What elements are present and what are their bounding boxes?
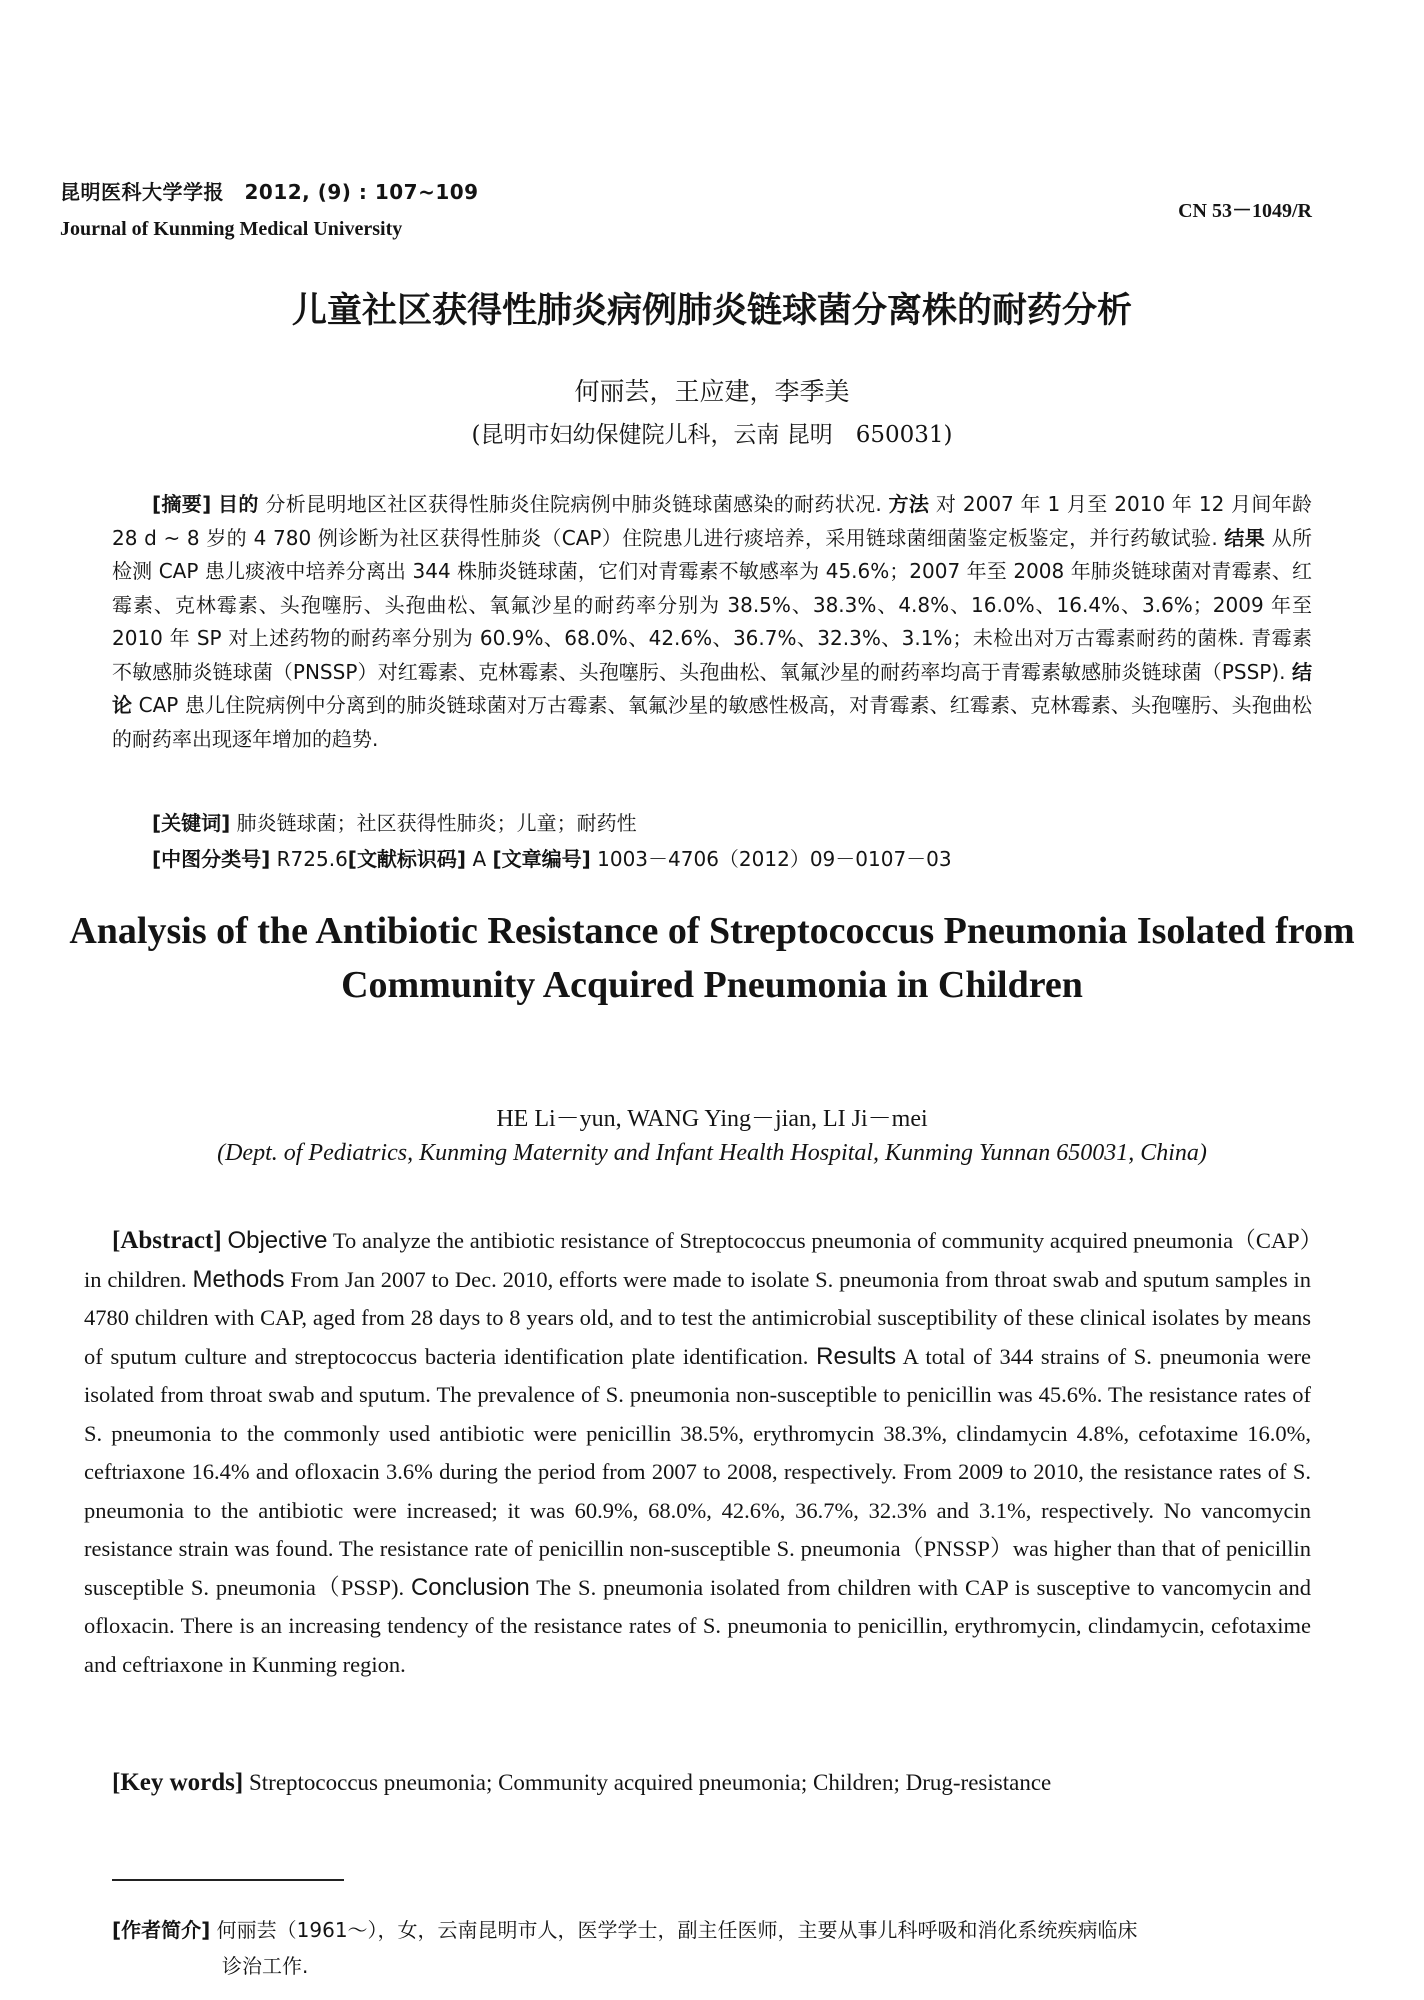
- cn-code: CN 53－1049/R: [1178, 200, 1312, 222]
- footnote-text-continued: 诊治工作.: [222, 1954, 309, 1978]
- footnote-label: [作者简介]: [112, 1918, 211, 1942]
- article-id-value: 1003－4706（2012）09－0107－03: [597, 847, 952, 871]
- authors-cn: 何丽芸，王应建，李季美: [574, 377, 850, 406]
- abstract-en: [84, 1222, 1311, 1684]
- conclusion-en-label: Conclusion: [410, 1573, 530, 1601]
- title-cn: 儿童社区获得性肺炎病例肺炎链球菌分离株的耐药分析: [291, 291, 1132, 331]
- abstract-cn-label: [摘要]: [152, 492, 212, 516]
- objective-cn-text: 分析昆明地区社区获得性肺炎住院病例中肺炎链球菌感染的耐药状况.: [265, 492, 882, 516]
- affiliation-cn: (昆明市妇幼保健院儿科，云南 昆明 650031): [471, 422, 953, 448]
- author-footnote: [112, 1912, 1322, 1984]
- methods-cn-text: 对 2007 年 1 月至 2010 年 12 月间年龄 28 d ~ 8 岁的 4 780 例诊断为社区获得性肺炎（CAP）住院患儿进行痰培养，采用链球菌细菌鉴定板鉴定，并行药敏试验.: [112, 492, 1313, 550]
- keywords-cn: [152, 807, 637, 836]
- journal-name-en: Journal of Kunming Medical University: [60, 218, 403, 240]
- clc-label: [中图分类号]: [152, 847, 271, 871]
- footnote-divider: [112, 1879, 344, 1881]
- footnote-text: 何丽芸（1961～），女，云南昆明市人，医学学士，副主任医师，主要从事儿科呼吸和消化系统疾病临床: [216, 1918, 1138, 1942]
- methods-cn-label: 方法: [888, 492, 930, 516]
- objective-en-text: To analyze the antibiotic resistance of Streptococcus pneumonia of community acquired pneumonia（CAP）in children.: [84, 1228, 1312, 1292]
- abstract-cn: [112, 488, 1312, 756]
- article-id-label: [文章编号]: [492, 847, 591, 871]
- authors-en: HE Li－yun, WANG Ying－jian, LI Ji－mei: [496, 1106, 928, 1132]
- abstract-en-label: [Abstract]: [112, 1227, 222, 1254]
- affiliation-en: (Dept. of Pediatrics, Kunming Maternity and Infant Health Hospital, Kunming Yunnan 650031, China): [217, 1140, 1207, 1166]
- journal-name-cn: 昆明医科大学学报 2012, (9) : 107~109: [60, 180, 479, 204]
- classification-cn: [152, 843, 952, 872]
- conclusion-en-text: The S. pneumonia isolated from children with CAP is susceptive to vancomycin and ofloxacin. There is an increasing tendency of the resistance rates of S. pneumonia to penicillin, erythromycin, clindamycin, cefotaxime and ceftriaxone in Kunming region.: [84, 1574, 1312, 1677]
- conclusion-cn-text: CAP 患儿住院病例中分离到的肺炎链球菌对万古霉素、氧氟沙星的敏感性极高，对青霉素、红霉素、克林霉素、头孢噻肟、头孢曲松的耐药率出现逐年增加的趋势.: [112, 693, 1313, 751]
- results-cn-label: 结果: [1224, 525, 1266, 550]
- keywords-en-label: [Key words]: [112, 1769, 244, 1796]
- clc-value: R725.6: [276, 847, 348, 871]
- conclusion-cn-label: 结论: [112, 659, 1312, 717]
- keywords-cn-label: [关键词]: [152, 811, 231, 835]
- methods-en-label: Methods: [192, 1265, 285, 1293]
- title-en: Analysis of the Antibiotic Resistance of Streptococcus Pneumonia Isolated from Community Acquired Pneumonia in Children: [69, 910, 1355, 1006]
- results-cn-text: 从所检测 CAP 患儿痰液中培养分离出 344 株肺炎链球菌，它们对青霉素不敏感率为 45.6%；2007 年至 2008 年肺炎链球菌对青霉素、红霉素、克林霉素、头孢噻肟、头孢曲松、氧氟沙星的耐药率分别为 38.5%、38.3%、4.8%、16.0%、16.4%、3.6%；2009 年至 2010 年 SP 对上述药物的耐药率分别为 60.9%、68.0%、42.6%、36.7%、32.3%、3.1%；未检出对万古霉素耐药的菌株. 青霉素不敏感肺炎链球菌（PNSSP）对红霉素、克林霉素、头孢噻肟、头孢曲松、氧氟沙星的耐药率均高于青霉素敏感肺炎链球菌（PSSP).: [112, 525, 1313, 684]
- doc-code-label: [文献标识码]: [347, 847, 467, 871]
- keywords-en-text: Streptococcus pneumonia; Community acquired pneumonia; Children; Drug-resistance: [248, 1770, 1052, 1795]
- results-en-label: Results: [816, 1342, 897, 1370]
- objective-cn-label: 目的: [218, 492, 259, 516]
- objective-en-label: Objective: [227, 1227, 328, 1254]
- methods-en-text: From Jan 2007 to Dec. 2010, efforts were made to isolate S. pneumonia from throat swab and sputum samples in 4780 children with CAP, aged from 28 days to 8 years old, and to test the antimicrobial susceptibility of these clinical isolates by means of sputum culture and streptococcus bacteria identification plate identification.: [84, 1266, 1311, 1369]
- doc-code-value: A: [472, 847, 487, 871]
- results-en-text: A total of 344 strains of S. pneumonia were isolated from throat swab and sputum. The prevalence of S. pneumonia non-susceptible to penicillin was 45.6%. The resistance rates of S. pneumonia to the commonly used antibiotic were penicillin 38.5%, erythromycin 38.3%, clindamycin 4.8%, cefotaxime 16.0%, ceftriaxone 16.4% and ofloxacin 3.6% during the period from 2007 to 2008, respectively. From 2009 to 2010, the resistance rates of S. pneumonia to the antibiotic were increased; it was 60.9%, 68.0%, 42.6%, 36.7%, 32.3% and 3.1%, respectively. No vancomycin resistance strain was found. The resistance rate of penicillin non-susceptible S. pneumonia（PNSSP）was higher than that of penicillin susceptible S. pneumonia（PSSP).: [84, 1343, 1312, 1600]
- keywords-en: [112, 1769, 1051, 1797]
- keywords-cn-text: 肺炎链球菌；社区获得性肺炎；儿童；耐药性: [236, 811, 637, 835]
